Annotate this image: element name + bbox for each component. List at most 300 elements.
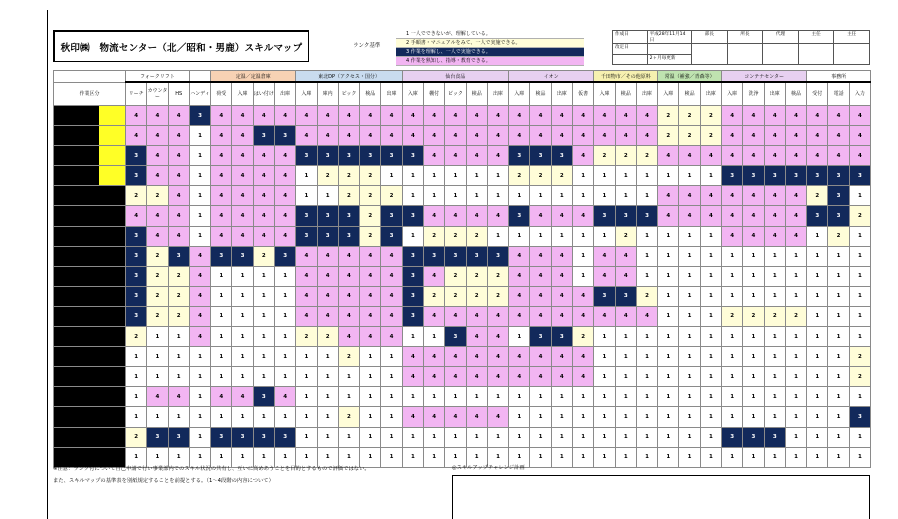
skill-level-cell[interactable]: 1 <box>445 166 466 186</box>
skill-level-cell[interactable]: 1 <box>274 447 295 467</box>
skill-level-cell[interactable]: 1 <box>722 447 743 467</box>
skill-level-cell[interactable]: 1 <box>487 427 508 447</box>
skill-level-cell[interactable]: 1 <box>232 367 253 387</box>
skill-level-cell[interactable]: 4 <box>487 146 508 166</box>
skill-level-cell[interactable]: 2 <box>445 266 466 286</box>
skill-level-cell[interactable]: 1 <box>679 266 700 286</box>
skill-level-cell[interactable]: 1 <box>530 447 551 467</box>
skill-level-cell[interactable]: 1 <box>615 327 636 347</box>
skill-level-cell[interactable]: 4 <box>658 186 679 206</box>
skill-level-cell[interactable]: 1 <box>594 407 615 427</box>
skill-level-cell[interactable]: 4 <box>445 126 466 146</box>
skill-level-cell[interactable]: 4 <box>572 106 593 126</box>
skill-level-cell[interactable]: 4 <box>445 367 466 387</box>
skill-level-cell[interactable]: 3 <box>211 246 232 266</box>
skill-level-cell[interactable]: 1 <box>700 407 721 427</box>
skill-level-cell[interactable]: 1 <box>743 286 764 306</box>
skill-level-cell[interactable]: 1 <box>147 447 168 467</box>
skill-level-cell[interactable]: 4 <box>168 146 189 166</box>
skill-level-cell[interactable]: 1 <box>424 327 445 347</box>
skill-level-cell[interactable]: 1 <box>785 407 806 427</box>
skill-level-cell[interactable]: 1 <box>828 306 849 326</box>
skill-level-cell[interactable]: 1 <box>147 347 168 367</box>
skill-level-cell[interactable]: 1 <box>658 427 679 447</box>
skill-level-cell[interactable]: 4 <box>338 266 359 286</box>
skill-level-cell[interactable]: 1 <box>253 327 274 347</box>
skill-level-cell[interactable]: 2 <box>168 286 189 306</box>
skill-level-cell[interactable]: 1 <box>658 327 679 347</box>
skill-level-cell[interactable]: 4 <box>360 246 381 266</box>
skill-level-cell[interactable]: 1 <box>636 427 657 447</box>
skill-level-cell[interactable]: 4 <box>487 206 508 226</box>
skill-level-cell[interactable]: 1 <box>487 447 508 467</box>
skill-level-cell[interactable]: 1 <box>274 306 295 326</box>
skill-level-cell[interactable]: 4 <box>785 206 806 226</box>
skill-level-cell[interactable]: 1 <box>615 427 636 447</box>
skill-level-cell[interactable]: 1 <box>402 226 423 246</box>
skill-level-cell[interactable]: 1 <box>189 126 210 146</box>
skill-level-cell[interactable]: 1 <box>594 166 615 186</box>
skill-level-cell[interactable]: 4 <box>849 146 870 166</box>
skill-level-cell[interactable]: 4 <box>594 246 615 266</box>
skill-level-cell[interactable]: 4 <box>338 246 359 266</box>
skill-level-cell[interactable]: 4 <box>849 106 870 126</box>
skill-level-cell[interactable]: 4 <box>594 106 615 126</box>
skill-level-cell[interactable]: 1 <box>189 367 210 387</box>
skill-level-cell[interactable]: 4 <box>338 126 359 146</box>
skill-level-cell[interactable]: 1 <box>807 427 828 447</box>
skill-level-cell[interactable]: 3 <box>338 146 359 166</box>
skill-level-cell[interactable]: 1 <box>700 427 721 447</box>
skill-level-cell[interactable]: 1 <box>189 186 210 206</box>
skill-level-cell[interactable]: 4 <box>828 126 849 146</box>
skill-level-cell[interactable]: 3 <box>296 146 317 166</box>
skill-level-cell[interactable]: 4 <box>381 306 402 326</box>
skill-level-cell[interactable]: 3 <box>126 146 147 166</box>
skill-level-cell[interactable]: 4 <box>424 266 445 286</box>
skill-level-cell[interactable]: 1 <box>189 146 210 166</box>
skill-level-cell[interactable]: 1 <box>530 407 551 427</box>
skill-level-cell[interactable]: 1 <box>296 186 317 206</box>
skill-level-cell[interactable]: 4 <box>232 226 253 246</box>
skill-level-cell[interactable]: 1 <box>594 347 615 367</box>
skill-level-cell[interactable]: 4 <box>253 106 274 126</box>
skill-level-cell[interactable]: 1 <box>402 186 423 206</box>
skill-level-cell[interactable]: 1 <box>509 407 530 427</box>
skill-level-cell[interactable]: 4 <box>211 166 232 186</box>
skill-level-cell[interactable]: 4 <box>466 306 487 326</box>
skill-level-cell[interactable]: 1 <box>807 286 828 306</box>
skill-level-cell[interactable]: 3 <box>849 407 870 427</box>
skill-level-cell[interactable]: 3 <box>253 126 274 146</box>
skill-level-cell[interactable]: 1 <box>402 447 423 467</box>
skill-level-cell[interactable]: 1 <box>764 347 785 367</box>
skill-level-cell[interactable]: 4 <box>253 146 274 166</box>
skill-level-cell[interactable]: 3 <box>360 146 381 166</box>
skill-level-cell[interactable]: 1 <box>636 246 657 266</box>
skill-level-cell[interactable]: 3 <box>743 166 764 186</box>
skill-level-cell[interactable]: 1 <box>594 427 615 447</box>
skill-level-cell[interactable]: 1 <box>189 206 210 226</box>
skill-level-cell[interactable]: 2 <box>849 347 870 367</box>
skill-level-cell[interactable]: 1 <box>785 367 806 387</box>
skill-level-cell[interactable]: 1 <box>807 266 828 286</box>
skill-level-cell[interactable]: 1 <box>849 387 870 407</box>
skill-level-cell[interactable]: 4 <box>785 146 806 166</box>
skill-level-cell[interactable]: 4 <box>722 226 743 246</box>
skill-level-cell[interactable]: 3 <box>126 246 147 266</box>
skill-level-cell[interactable]: 1 <box>551 226 572 246</box>
skill-level-cell[interactable]: 4 <box>424 106 445 126</box>
skill-level-cell[interactable]: 4 <box>296 266 317 286</box>
skill-level-cell[interactable]: 4 <box>168 106 189 126</box>
skill-level-cell[interactable]: 3 <box>743 427 764 447</box>
skill-level-cell[interactable]: 3 <box>807 166 828 186</box>
skill-level-cell[interactable]: 1 <box>189 427 210 447</box>
skill-level-cell[interactable]: 1 <box>232 447 253 467</box>
skill-level-cell[interactable]: 3 <box>126 166 147 186</box>
skill-level-cell[interactable]: 1 <box>785 347 806 367</box>
skill-level-cell[interactable]: 4 <box>572 206 593 226</box>
skill-level-cell[interactable]: 4 <box>658 146 679 166</box>
skill-level-cell[interactable]: 1 <box>849 266 870 286</box>
skill-level-cell[interactable]: 2 <box>147 306 168 326</box>
skill-level-cell[interactable]: 1 <box>849 447 870 467</box>
skill-level-cell[interactable]: 4 <box>338 327 359 347</box>
skill-level-cell[interactable]: 4 <box>296 126 317 146</box>
skill-level-cell[interactable]: 4 <box>126 126 147 146</box>
skill-level-cell[interactable]: 1 <box>615 387 636 407</box>
skill-level-cell[interactable]: 4 <box>849 126 870 146</box>
skill-level-cell[interactable]: 3 <box>722 427 743 447</box>
skill-level-cell[interactable]: 1 <box>317 186 338 206</box>
skill-level-cell[interactable]: 4 <box>253 166 274 186</box>
skill-level-cell[interactable]: 4 <box>722 126 743 146</box>
skill-level-cell[interactable]: 3 <box>274 246 295 266</box>
skill-level-cell[interactable]: 4 <box>509 286 530 306</box>
skill-level-cell[interactable]: 4 <box>445 206 466 226</box>
skill-level-cell[interactable]: 1 <box>274 266 295 286</box>
skill-level-cell[interactable]: 4 <box>147 126 168 146</box>
skill-level-cell[interactable]: 3 <box>722 166 743 186</box>
skill-level-cell[interactable]: 4 <box>743 206 764 226</box>
skill-level-cell[interactable]: 2 <box>253 246 274 266</box>
skill-level-cell[interactable]: 3 <box>807 206 828 226</box>
skill-level-cell[interactable]: 2 <box>658 106 679 126</box>
skill-level-cell[interactable]: 4 <box>445 407 466 427</box>
skill-level-cell[interactable]: 2 <box>445 286 466 306</box>
skill-level-cell[interactable]: 1 <box>296 367 317 387</box>
skill-level-cell[interactable]: 4 <box>360 266 381 286</box>
skill-level-cell[interactable]: 4 <box>785 126 806 146</box>
skill-level-cell[interactable]: 4 <box>530 367 551 387</box>
skill-level-cell[interactable]: 1 <box>232 347 253 367</box>
skill-level-cell[interactable]: 4 <box>551 286 572 306</box>
skill-level-cell[interactable]: 1 <box>445 186 466 206</box>
skill-level-cell[interactable]: 3 <box>126 226 147 246</box>
skill-level-cell[interactable]: 3 <box>828 166 849 186</box>
skill-level-cell[interactable]: 4 <box>253 226 274 246</box>
skill-level-cell[interactable]: 4 <box>147 226 168 246</box>
skill-level-cell[interactable]: 2 <box>849 367 870 387</box>
skill-level-cell[interactable]: 1 <box>551 186 572 206</box>
skill-level-cell[interactable]: 1 <box>509 186 530 206</box>
skill-level-cell[interactable]: 3 <box>147 427 168 447</box>
skill-level-cell[interactable]: 4 <box>551 246 572 266</box>
skill-level-cell[interactable]: 1 <box>658 166 679 186</box>
skill-level-cell[interactable]: 1 <box>828 387 849 407</box>
skill-level-cell[interactable]: 1 <box>551 387 572 407</box>
skill-level-cell[interactable]: 4 <box>572 347 593 367</box>
skill-level-cell[interactable]: 4 <box>828 146 849 166</box>
skill-level-cell[interactable]: 4 <box>700 206 721 226</box>
skill-level-cell[interactable]: 1 <box>700 286 721 306</box>
skill-level-cell[interactable]: 1 <box>274 407 295 427</box>
skill-level-cell[interactable]: 1 <box>785 447 806 467</box>
skill-level-cell[interactable]: 3 <box>402 246 423 266</box>
skill-level-cell[interactable]: 1 <box>828 447 849 467</box>
skill-level-cell[interactable]: 4 <box>530 126 551 146</box>
skill-level-cell[interactable]: 3 <box>232 246 253 266</box>
skill-level-cell[interactable]: 2 <box>743 306 764 326</box>
skill-level-cell[interactable]: 1 <box>743 367 764 387</box>
skill-level-cell[interactable]: 1 <box>126 387 147 407</box>
skill-level-cell[interactable]: 1 <box>424 387 445 407</box>
skill-level-cell[interactable]: 1 <box>360 427 381 447</box>
skill-level-cell[interactable]: 2 <box>360 206 381 226</box>
skill-level-cell[interactable]: 4 <box>168 126 189 146</box>
skill-level-cell[interactable]: 3 <box>126 286 147 306</box>
skill-level-cell[interactable]: 4 <box>487 367 508 387</box>
skill-level-cell[interactable]: 4 <box>360 306 381 326</box>
skill-level-cell[interactable]: 1 <box>168 347 189 367</box>
skill-level-cell[interactable]: 1 <box>722 286 743 306</box>
skill-level-cell[interactable]: 1 <box>189 347 210 367</box>
skill-level-cell[interactable]: 2 <box>466 226 487 246</box>
skill-level-cell[interactable]: 4 <box>722 106 743 126</box>
skill-level-cell[interactable]: 1 <box>679 306 700 326</box>
skill-level-cell[interactable]: 1 <box>679 427 700 447</box>
skill-level-cell[interactable]: 1 <box>487 166 508 186</box>
skill-level-cell[interactable]: 4 <box>338 286 359 306</box>
skill-level-cell[interactable]: 1 <box>253 407 274 427</box>
skill-level-cell[interactable]: 3 <box>615 286 636 306</box>
skill-level-cell[interactable]: 4 <box>381 106 402 126</box>
skill-level-cell[interactable]: 4 <box>274 226 295 246</box>
skill-level-cell[interactable]: 1 <box>828 266 849 286</box>
skill-level-cell[interactable]: 4 <box>317 306 338 326</box>
skill-level-cell[interactable]: 4 <box>487 106 508 126</box>
skill-level-cell[interactable]: 2 <box>317 327 338 347</box>
skill-level-cell[interactable]: 4 <box>700 186 721 206</box>
skill-level-cell[interactable]: 1 <box>700 226 721 246</box>
skill-level-cell[interactable]: 2 <box>147 246 168 266</box>
skill-level-cell[interactable]: 1 <box>487 226 508 246</box>
skill-level-cell[interactable]: 1 <box>147 407 168 427</box>
skill-level-cell[interactable]: 1 <box>764 367 785 387</box>
skill-level-cell[interactable]: 1 <box>445 387 466 407</box>
skill-level-cell[interactable]: 1 <box>785 286 806 306</box>
skill-level-cell[interactable]: 2 <box>700 126 721 146</box>
skill-level-cell[interactable]: 4 <box>551 367 572 387</box>
skill-level-cell[interactable]: 4 <box>402 407 423 427</box>
skill-level-cell[interactable]: 1 <box>679 407 700 427</box>
skill-level-cell[interactable]: 2 <box>466 266 487 286</box>
skill-level-cell[interactable]: 1 <box>189 226 210 246</box>
skill-level-cell[interactable]: 2 <box>296 327 317 347</box>
skill-level-cell[interactable]: 4 <box>764 146 785 166</box>
skill-level-cell[interactable]: 1 <box>807 246 828 266</box>
skill-level-cell[interactable]: 4 <box>466 407 487 427</box>
skill-level-cell[interactable]: 1 <box>743 327 764 347</box>
skill-level-cell[interactable]: 1 <box>317 447 338 467</box>
skill-level-cell[interactable]: 4 <box>168 387 189 407</box>
skill-level-cell[interactable]: 1 <box>274 367 295 387</box>
skill-level-cell[interactable]: 1 <box>424 186 445 206</box>
skill-level-cell[interactable]: 4 <box>679 206 700 226</box>
skill-level-cell[interactable]: 1 <box>828 427 849 447</box>
skill-level-cell[interactable]: 4 <box>253 186 274 206</box>
skill-level-cell[interactable]: 4 <box>189 246 210 266</box>
skill-level-cell[interactable]: 3 <box>764 427 785 447</box>
skill-level-cell[interactable]: 1 <box>743 246 764 266</box>
skill-level-cell[interactable]: 1 <box>615 367 636 387</box>
skill-level-cell[interactable]: 1 <box>274 347 295 367</box>
skill-level-cell[interactable]: 2 <box>828 226 849 246</box>
skill-level-cell[interactable]: 1 <box>807 306 828 326</box>
skill-level-cell[interactable]: 4 <box>317 266 338 286</box>
skill-level-cell[interactable]: 1 <box>211 266 232 286</box>
skill-level-cell[interactable]: 2 <box>126 427 147 447</box>
skill-level-cell[interactable]: 1 <box>743 387 764 407</box>
skill-level-cell[interactable]: 3 <box>530 327 551 347</box>
skill-level-cell[interactable]: 1 <box>232 286 253 306</box>
skill-level-cell[interactable]: 4 <box>466 327 487 347</box>
skill-level-cell[interactable]: 1 <box>615 186 636 206</box>
skill-level-cell[interactable]: 2 <box>147 286 168 306</box>
skill-level-cell[interactable]: 4 <box>509 367 530 387</box>
skill-level-cell[interactable]: 1 <box>551 427 572 447</box>
skill-level-cell[interactable]: 4 <box>211 106 232 126</box>
skill-level-cell[interactable]: 3 <box>274 126 295 146</box>
skill-level-cell[interactable]: 1 <box>572 447 593 467</box>
skill-level-cell[interactable]: 2 <box>466 286 487 306</box>
skill-level-cell[interactable]: 4 <box>466 206 487 226</box>
skill-level-cell[interactable]: 4 <box>487 126 508 146</box>
skill-level-cell[interactable]: 4 <box>317 246 338 266</box>
skill-level-cell[interactable]: 1 <box>381 427 402 447</box>
skill-level-cell[interactable]: 1 <box>828 286 849 306</box>
skill-level-cell[interactable]: 1 <box>722 327 743 347</box>
skill-level-cell[interactable]: 4 <box>466 367 487 387</box>
skill-level-cell[interactable]: 4 <box>147 206 168 226</box>
skill-level-cell[interactable]: 3 <box>402 306 423 326</box>
skill-level-cell[interactable]: 4 <box>785 186 806 206</box>
skill-level-cell[interactable]: 1 <box>658 447 679 467</box>
skill-level-cell[interactable]: 4 <box>424 126 445 146</box>
skill-level-cell[interactable]: 1 <box>658 387 679 407</box>
skill-level-cell[interactable]: 3 <box>828 206 849 226</box>
skill-level-cell[interactable]: 1 <box>594 387 615 407</box>
skill-level-cell[interactable]: 1 <box>700 447 721 467</box>
skill-level-cell[interactable]: 4 <box>572 286 593 306</box>
skill-level-cell[interactable]: 1 <box>615 447 636 467</box>
skill-level-cell[interactable]: 4 <box>232 387 253 407</box>
skill-level-cell[interactable]: 4 <box>509 246 530 266</box>
skill-level-cell[interactable]: 1 <box>445 427 466 447</box>
skill-level-cell[interactable]: 4 <box>679 146 700 166</box>
skill-level-cell[interactable]: 4 <box>211 126 232 146</box>
skill-level-cell[interactable]: 3 <box>615 206 636 226</box>
skill-level-cell[interactable]: 4 <box>807 126 828 146</box>
skill-level-cell[interactable]: 4 <box>636 306 657 326</box>
skill-level-cell[interactable]: 1 <box>509 427 530 447</box>
skill-level-cell[interactable]: 1 <box>807 447 828 467</box>
skill-level-cell[interactable]: 1 <box>636 347 657 367</box>
skill-level-cell[interactable]: 3 <box>424 246 445 266</box>
skill-level-cell[interactable]: 4 <box>551 126 572 146</box>
skill-level-cell[interactable]: 2 <box>615 146 636 166</box>
skill-level-cell[interactable]: 4 <box>232 206 253 226</box>
skill-level-cell[interactable]: 3 <box>168 427 189 447</box>
skill-level-cell[interactable]: 4 <box>743 186 764 206</box>
skill-level-cell[interactable]: 4 <box>189 327 210 347</box>
skill-level-cell[interactable]: 2 <box>572 327 593 347</box>
skill-level-cell[interactable]: 1 <box>807 327 828 347</box>
skill-level-cell[interactable]: 4 <box>764 106 785 126</box>
skill-level-cell[interactable]: 4 <box>402 367 423 387</box>
skill-level-cell[interactable]: 3 <box>828 186 849 206</box>
skill-level-cell[interactable]: 1 <box>317 367 338 387</box>
skill-level-cell[interactable]: 4 <box>615 106 636 126</box>
skill-level-cell[interactable]: 4 <box>126 206 147 226</box>
skill-level-cell[interactable]: 4 <box>679 186 700 206</box>
skill-level-cell[interactable]: 2 <box>530 166 551 186</box>
skill-level-cell[interactable]: 2 <box>360 166 381 186</box>
skill-level-cell[interactable]: 1 <box>211 447 232 467</box>
skill-level-cell[interactable]: 4 <box>487 306 508 326</box>
skill-level-cell[interactable]: 3 <box>168 246 189 266</box>
skill-level-cell[interactable]: 4 <box>551 347 572 367</box>
skill-level-cell[interactable]: 4 <box>509 106 530 126</box>
skill-level-cell[interactable]: 1 <box>211 327 232 347</box>
skill-level-cell[interactable]: 1 <box>700 347 721 367</box>
skill-level-cell[interactable]: 2 <box>615 226 636 246</box>
skill-level-cell[interactable]: 2 <box>807 186 828 206</box>
skill-level-cell[interactable]: 4 <box>487 347 508 367</box>
skill-level-cell[interactable]: 1 <box>785 246 806 266</box>
skill-level-cell[interactable]: 4 <box>424 407 445 427</box>
skill-level-cell[interactable]: 1 <box>211 367 232 387</box>
skill-level-cell[interactable]: 3 <box>594 206 615 226</box>
skill-level-cell[interactable]: 1 <box>828 407 849 427</box>
skill-level-cell[interactable]: 4 <box>189 266 210 286</box>
skill-level-cell[interactable]: 1 <box>764 266 785 286</box>
skill-level-cell[interactable]: 4 <box>828 106 849 126</box>
skill-level-cell[interactable]: 4 <box>743 126 764 146</box>
skill-level-cell[interactable]: 1 <box>232 327 253 347</box>
skill-level-cell[interactable]: 4 <box>487 407 508 427</box>
skill-level-cell[interactable]: 1 <box>658 367 679 387</box>
skill-level-cell[interactable]: 1 <box>615 407 636 427</box>
skill-level-cell[interactable]: 4 <box>594 266 615 286</box>
skill-level-cell[interactable]: 4 <box>509 126 530 146</box>
skill-level-cell[interactable]: 4 <box>509 306 530 326</box>
skill-level-cell[interactable]: 1 <box>636 186 657 206</box>
skill-level-cell[interactable]: 4 <box>253 206 274 226</box>
skill-level-cell[interactable]: 1 <box>849 186 870 206</box>
skill-level-cell[interactable]: 3 <box>338 226 359 246</box>
